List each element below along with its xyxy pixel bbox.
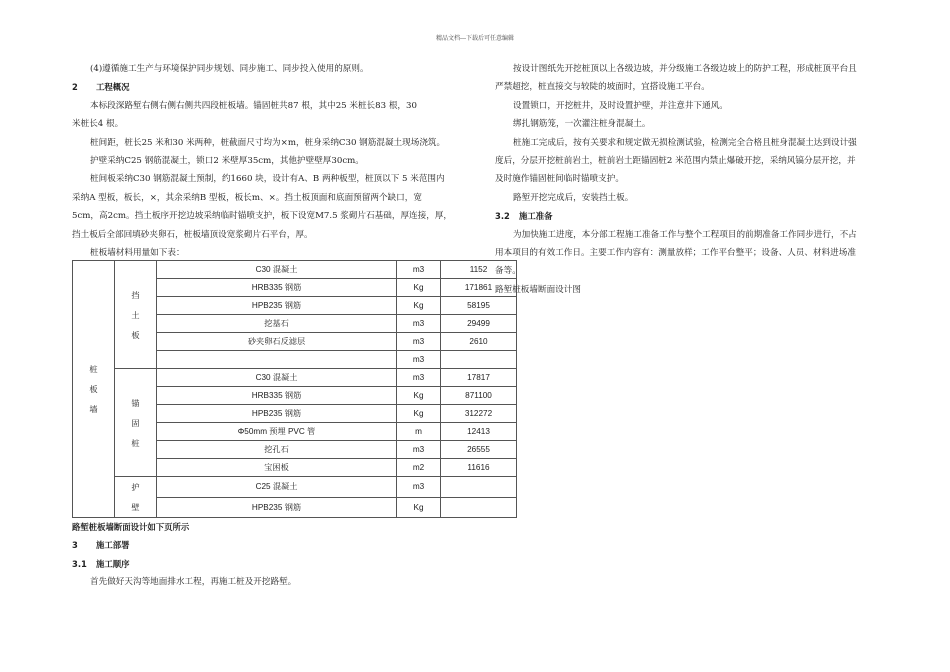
paragraph-line: 及时施作锚固桩间临时锚喷支护。: [495, 174, 624, 185]
table-cell-item: 宝困板: [157, 459, 397, 477]
table-cell-qty: [441, 497, 517, 518]
table-cell-item: HRB335 钢筋: [157, 279, 397, 297]
table-row: [73, 261, 517, 279]
table-cell-item: C30 混凝土: [157, 261, 397, 279]
paragraph: 路堑开挖完成后，安装挡土板。: [513, 192, 634, 203]
left-column-upper: [72, 60, 452, 262]
table-cell-unit: m3: [397, 261, 441, 279]
table-cell-unit: m3: [397, 477, 441, 498]
table-cell-unit: m3: [397, 333, 441, 351]
table-cell-item: Φ50mm 预埋 PVC 管: [157, 423, 397, 441]
cell-text: 锚 固 桩: [131, 397, 140, 448]
table-cell-unit: m3: [397, 369, 441, 387]
table-main-label: [73, 261, 115, 518]
cell-text: 挡 土 板: [131, 289, 140, 340]
paragraph-line: 用本项目的有效工作日。主要工作内容有：测量放样；工作平台整平；设备、人员、材料进场准: [495, 248, 856, 259]
table-cell-qty: 1152: [441, 261, 517, 279]
paragraph: 设置锁口，开挖桩井，及时设置护壁，并注意井下通风。: [513, 100, 728, 111]
table-cell-item: C30 混凝土: [157, 369, 397, 387]
section-number: 3.2: [495, 211, 510, 222]
paragraph-line: 按设计图纸先开挖桩顶以上各级边坡，并分级施工各级边坡上的防护工程，形成桩顶平台且: [513, 64, 857, 74]
table-cell-qty: [441, 477, 517, 498]
cell-text: 桩 板 墙: [89, 364, 98, 414]
paragraph: (4)遵循施工生产与环境保护同步规划、同步施工、同步投入使用的原则。: [90, 64, 369, 74]
table-row: [73, 477, 517, 498]
table-caption: 路堑桩板墙断面设计如下页所示: [72, 522, 190, 532]
left-column-lower: [72, 518, 296, 592]
table-cell-qty: 312272: [441, 405, 517, 423]
table-row: [73, 369, 517, 387]
paragraph-line: 严禁超挖，桩直接交与较陡的坡面时，宜搭设施工平台。: [495, 82, 710, 93]
table-cell-unit: m: [397, 423, 441, 441]
table-cell-item: HRB335 钢筋: [157, 387, 397, 405]
table-cell-item: HPB235 钢筋: [157, 297, 397, 315]
right-column: [495, 60, 857, 299]
table-cell-item: C25 混凝土: [157, 477, 397, 498]
paragraph-line: 度后，分层开挖桩前岩土，桩前岩土距锚固桩2 米范围内禁止爆破开挖，采纳风镐分层开挖，并: [495, 156, 856, 167]
table-cell-qty: [441, 351, 517, 369]
section-2-heading: [72, 78, 452, 96]
table-cell-unit: Kg: [397, 497, 441, 518]
table-cell-qty: 17817: [441, 369, 517, 387]
table-cell-item: HPB235 钢筋: [157, 497, 397, 518]
table-group-label: [115, 369, 157, 477]
section-number: 2: [72, 82, 78, 93]
table-cell-qty: 26555: [441, 441, 517, 459]
table-cell-item: 砂夹卵石反滤层: [157, 333, 397, 351]
table-cell-unit: m3: [397, 351, 441, 369]
table-cell-qty: 11616: [441, 459, 517, 477]
table-cell-unit: Kg: [397, 405, 441, 423]
table-cell-unit: m3: [397, 315, 441, 333]
table-cell-unit: Kg: [397, 279, 441, 297]
paragraph-line: 米桩长4 根。: [72, 119, 124, 130]
paragraph-line: 为加快施工进度，本分部工程施工准备工作与整个工程项目的前期准备工作同步进行，不占: [513, 229, 857, 240]
table-cell-qty: 871100: [441, 387, 517, 405]
section-number: 3.1: [72, 558, 87, 569]
paragraph-line: 5cm，高2cm。挡土板序开挖边坡采纳临时锚喷支护，板下设宽M7.5 浆砌片石基础，厚连接，厚，: [72, 211, 453, 222]
paragraph-line: 备等。: [495, 266, 521, 277]
section-3-1-heading: [72, 555, 296, 573]
paragraph: 路堑桩板墙断面设计图: [495, 284, 581, 295]
cell-text: 护 壁: [131, 482, 140, 512]
table-cell-item: 挖孔石: [157, 441, 397, 459]
table-group-label: [115, 477, 157, 518]
paragraph-line: 挡土板后全部回填砂夹卵石，桩板墙顶设宽浆砌片石平台，厚。: [72, 229, 313, 240]
material-table: [72, 260, 517, 518]
table-cell-unit: m2: [397, 459, 441, 477]
table-cell-item: HPB235 钢筋: [157, 405, 397, 423]
paragraph-line: 本标段深路堑右侧右侧右侧共四段桩板墙。锚固桩共87 根，其中25 米桩长83 根，30: [90, 100, 417, 111]
section-number: 3: [72, 540, 78, 551]
section-title: 施工准备: [519, 211, 553, 222]
table-cell-qty: 171861: [441, 279, 517, 297]
table-cell-unit: Kg: [397, 387, 441, 405]
table-cell-qty: 58195: [441, 297, 517, 315]
paragraph-line: 采纳A 型板，板长，×，其余采纳B 型板，板长m、×。挡土板顶面和底面预留两个缺口，宽: [72, 192, 422, 203]
paragraph-line: 桩施工完成后，按有关要求和规定做无损检测试验，检测完全合格且桩身混凝土达到设计强: [513, 137, 857, 148]
page-header: 精品文档---下载后可任意编辑: [435, 35, 515, 42]
table-cell-qty: 2610: [441, 333, 517, 351]
paragraph: 首先做好天沟等地面排水工程，再施工桩及开挖路堑。: [90, 577, 297, 588]
table-cell-item: [157, 351, 397, 369]
table-group-label: [115, 261, 157, 369]
table-cell-qty: 29499: [441, 315, 517, 333]
paragraph: 桩间距，桩长25 米和30 米两种，桩截面尺寸均为×m，桩身采纳C30 钢筋混凝土现场浇筑。: [90, 137, 446, 148]
paragraph: 桩板墙材料用量如下表：: [90, 248, 185, 259]
table-cell-qty: 12413: [441, 423, 517, 441]
section-title: 施工顺序: [96, 558, 130, 569]
section-title: 施工部署: [96, 540, 130, 551]
table-cell-item: 挖基石: [157, 315, 397, 333]
table-cell-unit: m3: [397, 441, 441, 459]
paragraph: 护壁采纳C25 钢筋混凝土，锁口2 米壁厚35cm，其他护壁壁厚30cm。: [90, 156, 364, 167]
table-cell-unit: Kg: [397, 297, 441, 315]
paragraph-line: 桩间板采纳C30 钢筋混凝土预制，约1660 块，设计有A、B 两种板型，桩顶以下 5 米范围内: [90, 174, 445, 185]
paragraph: 绑扎钢筋笼，一次灌注桩身混凝土。: [513, 119, 651, 130]
section-3-heading: [72, 536, 296, 554]
section-title: 工程概况: [96, 82, 130, 93]
section-3-2-heading: [495, 207, 857, 225]
